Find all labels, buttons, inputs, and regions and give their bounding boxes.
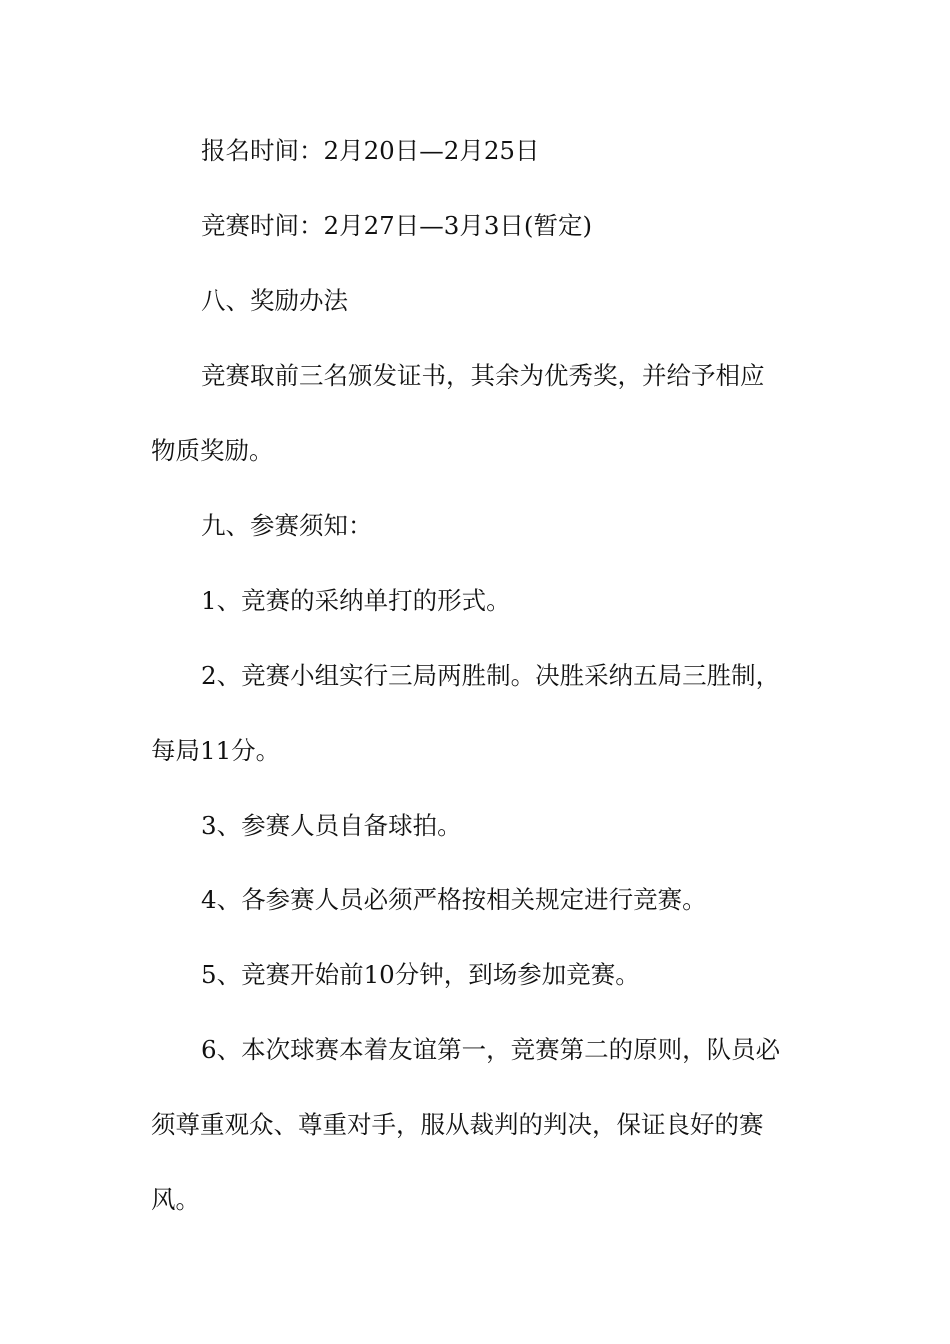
section-heading-rewards: 八、奖励办法 <box>201 286 348 315</box>
notice-item-2-line-1: 2、竞赛小组实行三局两胜制。决胜采纳五局三胜制， <box>201 661 781 690</box>
registration-time-line: 报名时间：2月20日—2月25日 <box>201 136 540 165</box>
section-heading-notice: 九、参赛须知： <box>201 511 373 540</box>
notice-item-6-line-3: 风。 <box>151 1185 200 1214</box>
notice-item-1: 1、竞赛的采纳单打的形式。 <box>201 586 511 615</box>
rewards-paragraph-line-2: 物质奖励。 <box>151 436 274 465</box>
competition-time-line: 竞赛时间：2月27日—3月3日(暂定) <box>201 211 593 240</box>
notice-item-5: 5、竞赛开始前10分钟，到场参加竞赛。 <box>201 960 640 989</box>
notice-item-6-line-2: 须尊重观众、尊重对手，服从裁判的判决，保证良好的赛 <box>151 1110 764 1139</box>
notice-item-2-line-2: 每局11分。 <box>151 736 281 765</box>
notice-item-3: 3、参赛人员自备球拍。 <box>201 811 462 840</box>
notice-item-6-line-1: 6、本次球赛本着友谊第一，竞赛第二的原则，队员必 <box>201 1035 781 1064</box>
rewards-paragraph-line-1: 竞赛取前三名颁发证书，其余为优秀奖，并给予相应 <box>201 361 765 390</box>
notice-item-4: 4、各参赛人员必须严格按相关规定进行竞赛。 <box>201 885 707 914</box>
